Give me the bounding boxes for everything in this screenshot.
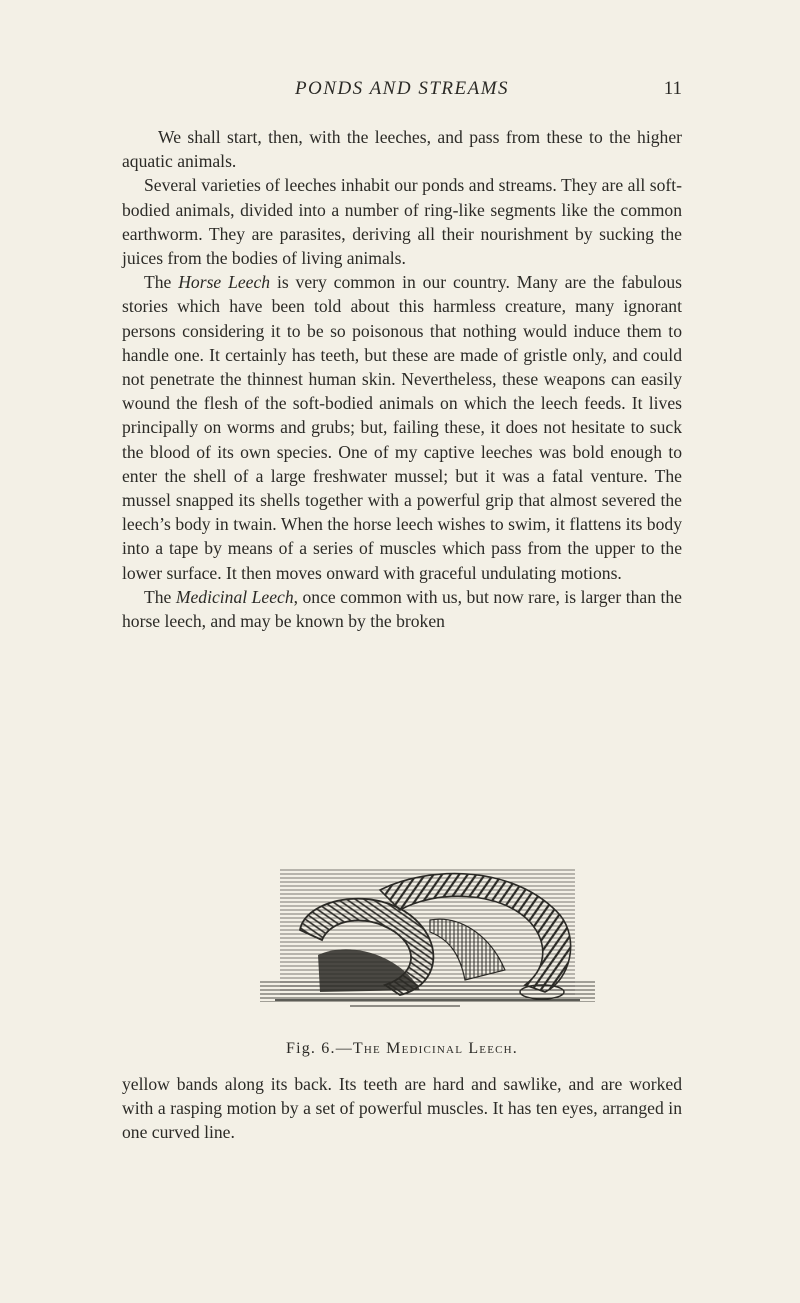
paragraph-1: We shall start, then, with the leeches, and pass from these to the higher aquatic animals. — [122, 127, 682, 172]
paragraph-3 — [122, 270, 682, 585]
paragraph-4-lead: The — [144, 586, 176, 607]
page-number: 11 — [663, 78, 682, 99]
paragraph-2: Several varieties of leeches inhabit our ponds and streams. They are all soft-bodied animals, divided into a number of ring-like segments like the common earthworm. They are parasites, deriving all their nourishment by sucking the juices from the bodies of living animals. — [122, 175, 682, 269]
running-title: PONDS AND STREAMS — [294, 78, 510, 99]
paragraph-3-body: is very common in our country. Many are the fabulous stories which have been told about this harmless creature, many ignorant persons considering it to be so poisonous that nothing would induce them to handle one. It certainly has teeth, but these are made of gristle only, and could not penetrate the thinnest human skin. Nevertheless, these weapons can easily wound the flesh of the soft-bodied animals on which the leech feeds. It lives principally on worms and grubs; but, failing these, it does not hesitate to suck the blood of its own species. One of my captive leeches was bold enough to enter the shell of a large freshwater mussel; but it was a fatal venture. The mussel snapped its shells together with a powerful grip that almost severed the leech’s body in twain. When the horse leech wishes to swim, it flattens its body into a tape by means of a series of muscles which pass from the upper to the lower surface. It then moves onward with graceful undulating motions. — [122, 272, 682, 583]
running-head — [122, 78, 682, 104]
horse-leech-term: Horse Leech — [178, 272, 271, 293]
main-text — [122, 125, 682, 633]
medicinal-leech-term: Medicinal Leech — [175, 586, 294, 607]
figure-caption — [122, 1040, 682, 1058]
paragraph-4-body: , once common with us, but now rare, is larger than the horse leech, and may be known by the broken — [122, 586, 682, 632]
leech-illustration — [260, 860, 595, 1010]
paragraph-4 — [122, 585, 682, 633]
paragraph-3-lead: The — [144, 272, 179, 293]
figure-caption-number: Fig. 6.— — [285, 1040, 353, 1057]
figure-caption-text: The Medicinal Leech. — [352, 1040, 519, 1057]
continued-text — [122, 1072, 682, 1145]
paragraph-5: yellow bands along its back. Its teeth are hard and sawlike, and are worked with a rasping motion by a set of powerful muscles. It has ten eyes, arranged in one curved line. — [122, 1074, 682, 1143]
